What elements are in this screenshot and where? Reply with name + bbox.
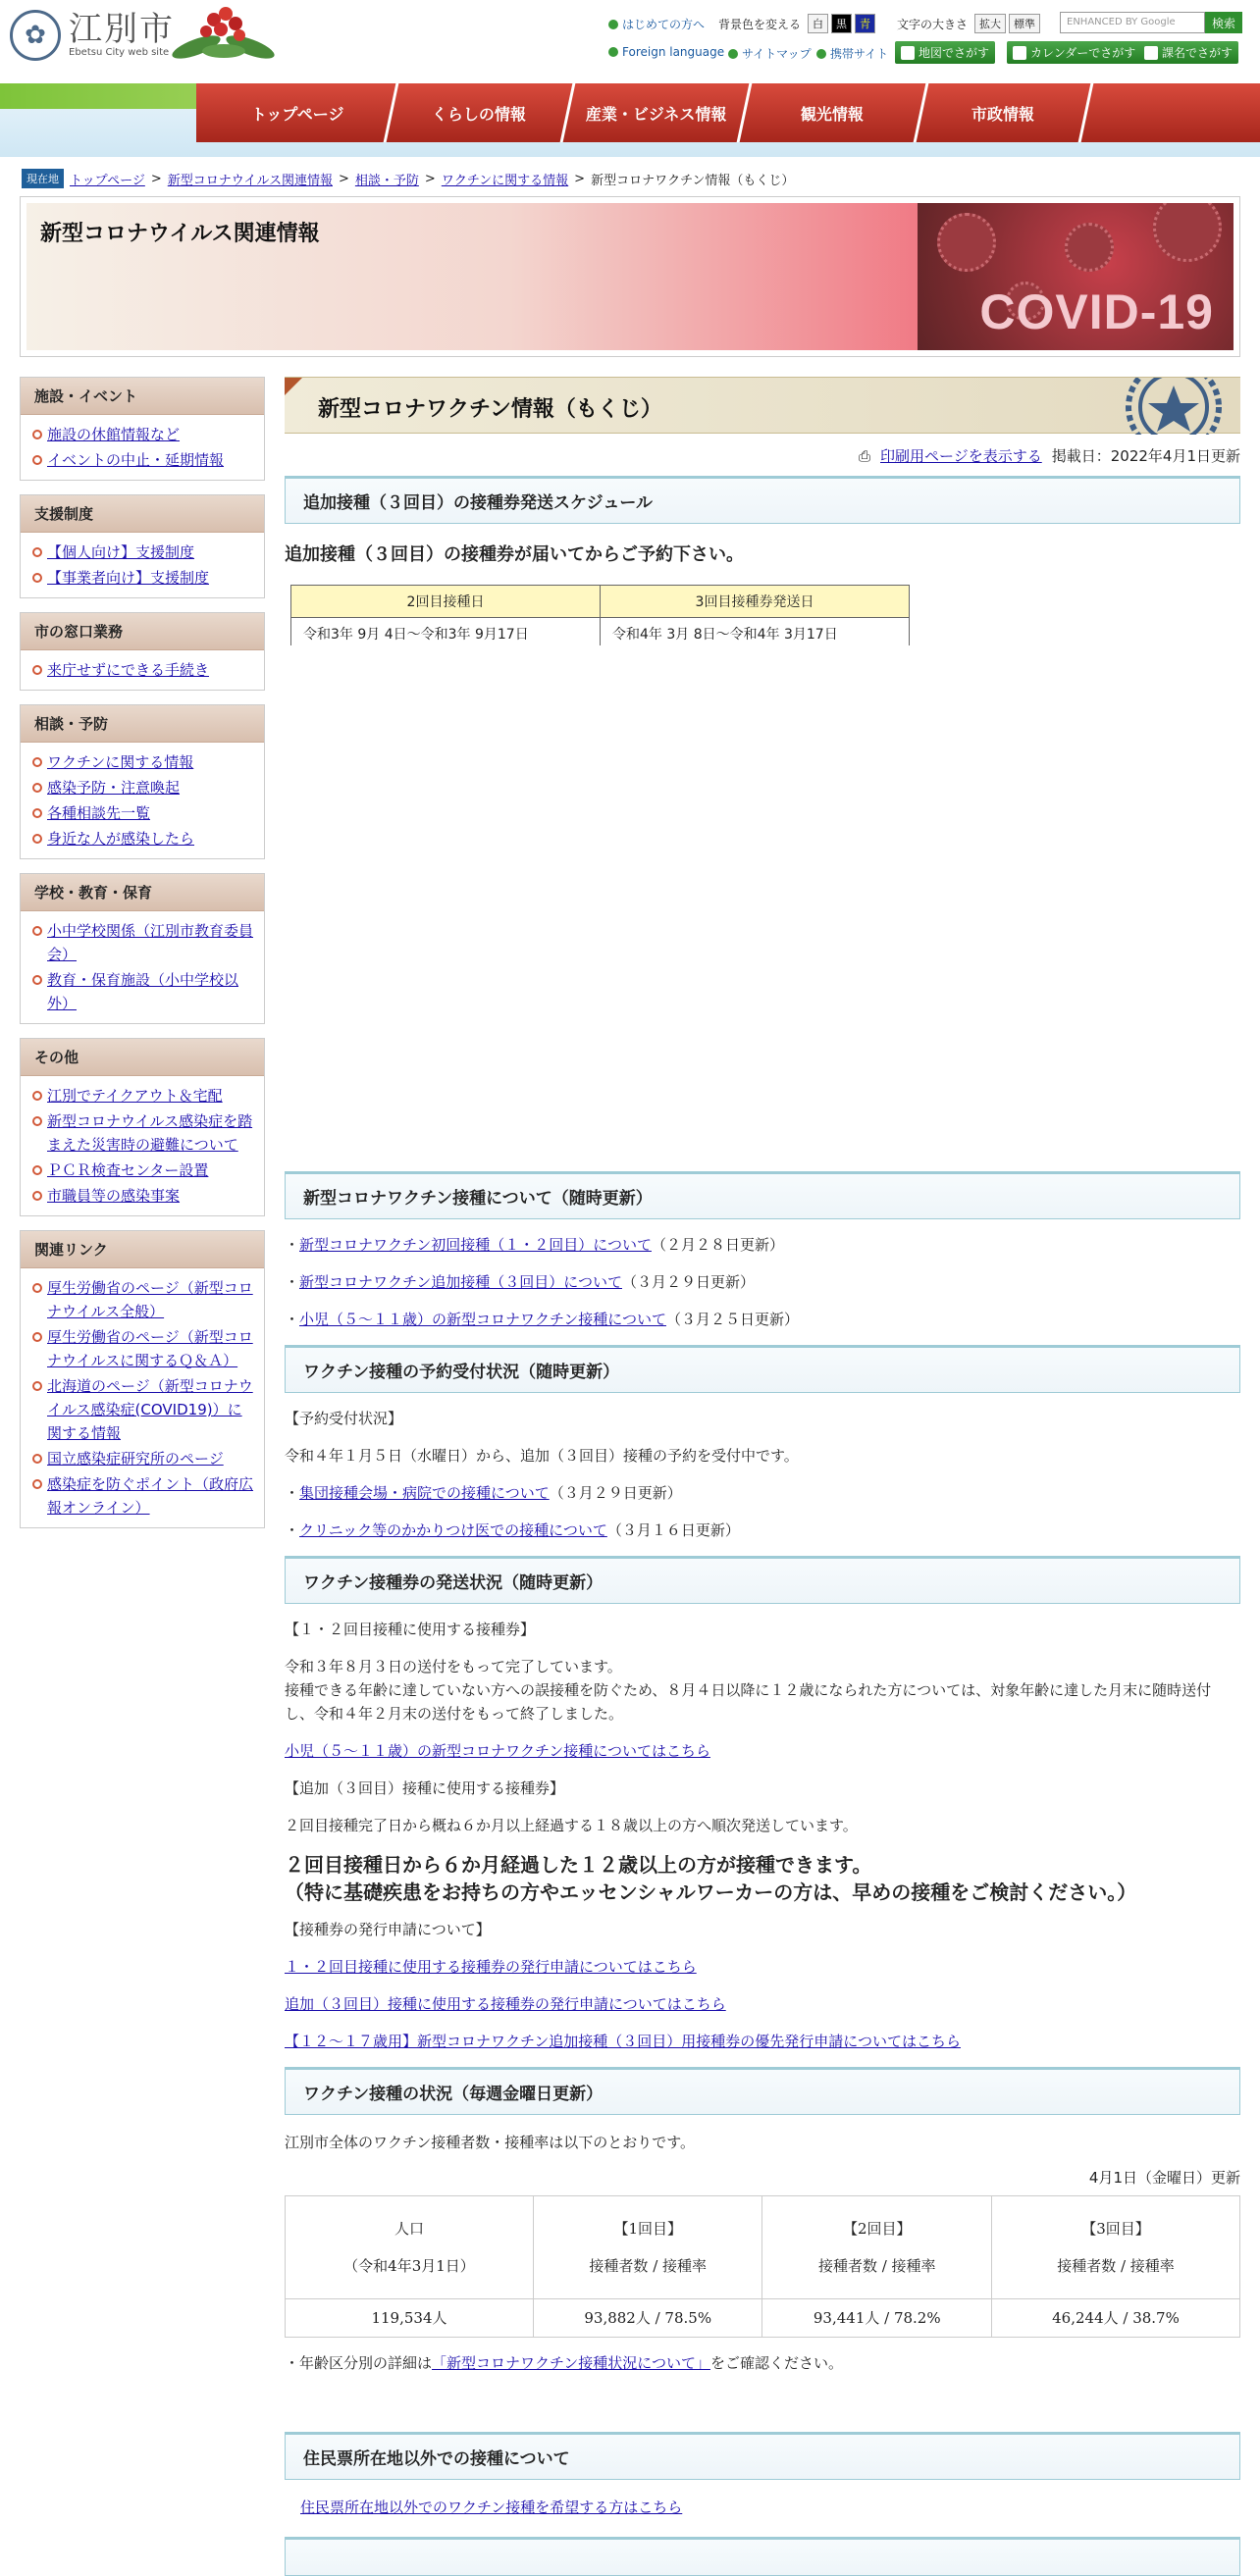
bullet-icon	[32, 665, 42, 675]
table-header: 2回目接種日	[291, 586, 601, 618]
map-search-button[interactable]: 地図でさがす	[895, 41, 995, 64]
table-cell: 119,534人	[286, 2299, 534, 2338]
update-note: （３月２９日更新）	[549, 1484, 682, 1502]
sidebar-link[interactable]: 各種相談先一覧	[47, 804, 151, 822]
bullet-icon	[32, 1479, 42, 1489]
section-lead: 追加接種（３回目）の接種券が届いてからご予約下さい。	[285, 544, 744, 565]
sidebar-link[interactable]: 市職員等の感染事案	[47, 1187, 181, 1205]
list-item: ・クリニック等のかかりつけ医での接種について（３月１６日更新）	[285, 1521, 740, 1539]
sidebar-link[interactable]: ＰＣＲ検査センター設置	[47, 1161, 209, 1179]
sidebar-heading: 支援制度	[21, 495, 264, 533]
print-icon: ⎙	[859, 446, 871, 465]
sidebar-block	[20, 873, 265, 1024]
calendar-search-button[interactable]: カレンダーでさがす	[1007, 41, 1141, 64]
sidebar-block	[20, 1230, 265, 1528]
bg-black-button[interactable]: 黒	[831, 14, 852, 33]
child-vaccine-link[interactable]: 小児（５～１１歳）の新型コロナワクチン接種についてはこちら	[285, 1742, 710, 1760]
sidebar-heading: 施設・イベント	[21, 378, 264, 415]
department-search-button[interactable]: 課名でさがす	[1138, 41, 1238, 64]
ticket-label: 【追加（３回目）接種に使用する接種券】	[285, 1779, 565, 1797]
sidebar-block	[20, 612, 265, 691]
sidebar-link[interactable]: 小中学校関係（江別市教育委員会）	[47, 922, 254, 963]
person-icon	[1144, 46, 1158, 60]
logo-subtitle: Ebetsu City web site	[69, 47, 170, 58]
sidebar-heading: 相談・予防	[21, 705, 264, 743]
sidebar-item[interactable]	[32, 1447, 254, 1470]
list-link[interactable]: クリニック等のかかりつけ医での接種について	[299, 1521, 607, 1539]
bg-white-button[interactable]: 白	[808, 14, 828, 33]
update-note: （３月１６日更新）	[606, 1521, 740, 1539]
sidebar-item[interactable]	[32, 566, 254, 590]
sidebar-link[interactable]: 感染予防・注意喚起	[47, 779, 181, 797]
sidebar-link[interactable]: イベントの中止・延期情報	[47, 451, 225, 469]
list-link[interactable]: 小児（５～１１歳）の新型コロナワクチン接種について	[299, 1311, 666, 1328]
sidebar-link[interactable]: 施設の休館情報など	[47, 426, 181, 443]
table-header: 3回目接種券発送日	[601, 586, 910, 618]
header-link-sitemap[interactable]: サイトマップ	[728, 45, 812, 62]
list-item: ・小児（５～１１歳）の新型コロナワクチン接種について（３月２５日更新）	[285, 1311, 799, 1328]
ticket-request-link[interactable]: 追加（３回目）接種に使用する接種券の発行申請についてはこちら	[285, 1995, 726, 2013]
sidebar-link[interactable]: 江別でテイクアウト＆宅配	[47, 1087, 223, 1105]
sidebar-link[interactable]: 教育・保育施設（小中学校以外）	[47, 971, 239, 1012]
bullet-icon	[32, 1381, 42, 1391]
sidebar-item[interactable]	[32, 1325, 254, 1372]
bullet-icon	[32, 1165, 42, 1175]
table-header: 【2回目】 接種者数 / 接種率	[762, 2196, 992, 2299]
sidebar-item[interactable]	[32, 827, 254, 850]
global-nav	[0, 83, 1260, 157]
ticket-label: 【１・２回目接種に使用する接種券】	[285, 1621, 536, 1638]
list-item: ・集団接種会場・病院での接種について（３月２９日更新）	[285, 1484, 682, 1502]
city-emblem-icon: ✿	[10, 10, 61, 61]
covid-virus-image	[918, 203, 1234, 350]
sidebar-item[interactable]	[32, 1276, 254, 1323]
emphasis-text: （特に基礎疾患をお持ちの方やエッセンシャルワーカーの方は、早めの接種をご検討ください。）	[285, 1880, 1137, 1904]
sidebar-link[interactable]: 来庁せずにできる手続き	[47, 661, 210, 679]
section-heading: ワクチン接種の予約受付状況（随時更新）	[285, 1345, 1240, 1393]
sidebar-heading: 学校・教育・保育	[21, 874, 264, 911]
paragraph: 接種できる年齢に達していない方への誤接種を防ぐため、８月４日以降に１２歳になられた方については、対象年齢に達した月末に随時送付し、令和４年２月末の送付をもって終了しました。	[285, 1681, 1212, 1723]
breadcrumb-link[interactable]: トップページ	[70, 173, 145, 188]
city-emblem-icon	[1103, 378, 1240, 435]
sidebar-item[interactable]	[32, 750, 254, 774]
fontsize-label: 文字の大きさ	[897, 17, 969, 31]
sidebar-block	[20, 704, 265, 859]
sidebar-item[interactable]	[32, 423, 254, 446]
sidebar-link[interactable]: 新型コロナウイルス感染症を踏まえた災害時の避難について	[47, 1112, 253, 1154]
table-cell: 令和4年 3月 8日〜令和4年 3月17日	[601, 618, 910, 646]
section-heading	[285, 2537, 1240, 2576]
sidebar-item[interactable]	[32, 1472, 254, 1520]
breadcrumb-current: 新型コロナワクチン情報（もくじ）	[591, 173, 795, 188]
sidebar-item[interactable]	[32, 658, 254, 682]
sidebar-heading: 市の窓口業務	[21, 613, 264, 650]
nav-tab-tourism[interactable]: 観光情報	[740, 83, 929, 142]
covid-image-text: COVID-19	[979, 284, 1214, 339]
paragraph: 江別市全体のワクチン接種者数・接種率は以下のとおりです。	[285, 2134, 696, 2151]
bullet-icon	[32, 1283, 42, 1293]
list-link[interactable]: 新型コロナワクチン追加接種（３回目）について	[299, 1273, 622, 1291]
breadcrumb-link[interactable]: 新型コロナウイルス関連情報	[167, 173, 333, 188]
sidebar-link[interactable]: 【事業者向け】支援制度	[47, 569, 210, 587]
sidebar-block	[20, 1038, 265, 1216]
sidebar-item[interactable]	[32, 919, 254, 966]
map-icon	[901, 46, 915, 60]
bullet-icon	[32, 975, 42, 985]
section-heading: 住民票所在地以外での接種について	[285, 2432, 1240, 2480]
sidebar-link[interactable]: ワクチンに関する情報	[47, 753, 194, 771]
sidebar	[20, 377, 265, 1542]
table-cell: 93,441人 / 78.2%	[762, 2299, 992, 2338]
paragraph: 令和３年８月３日の送付をもって完了しています。	[285, 1658, 622, 1675]
breadcrumb-link[interactable]: 相談・予防	[354, 173, 419, 188]
sidebar-item[interactable]	[32, 1374, 254, 1445]
calendar-icon	[1013, 46, 1026, 60]
list-link[interactable]: 新型コロナワクチン初回接種（１・２回目）について	[299, 1236, 652, 1254]
nav-tab-business[interactable]: 産業・ビジネス情報	[563, 83, 753, 142]
update-note: （３月２９日更新）	[621, 1273, 755, 1291]
bullet-icon	[32, 430, 42, 439]
font-standard-button[interactable]: 標準	[1009, 14, 1040, 33]
bullet-icon	[32, 926, 42, 936]
vaccination-stats-table	[285, 2195, 1240, 2338]
bullet-icon	[32, 1191, 42, 1201]
age-detail-note: ・年齢区分別の詳細は「新型コロナワクチン接種状況について」をご確認ください。	[285, 2354, 843, 2372]
section-heading: ワクチン接種券の発送状況（随時更新）	[285, 1556, 1240, 1604]
bullet-icon	[32, 1116, 42, 1126]
sidebar-heading: 関連リンク	[21, 1231, 264, 1268]
sidebar-item[interactable]	[32, 801, 254, 825]
header-link-foreign[interactable]: Foreign language	[608, 45, 724, 59]
reservation-text: 令和４年１月５日（水曜日）から、追加（３回目）接種の予約を受付中です。	[285, 1447, 799, 1465]
bullet-icon	[32, 455, 42, 465]
search-button[interactable]: 検索	[1205, 12, 1242, 33]
table-cell: 46,244人 / 38.7%	[992, 2299, 1240, 2338]
font-enlarge-button[interactable]: 拡大	[974, 14, 1006, 33]
rowan-berry-icon	[167, 0, 280, 65]
bgcolor-label: 背景色を変える	[718, 17, 802, 31]
main-content	[285, 377, 1240, 2576]
bullet-icon	[32, 1332, 42, 1342]
table-header: 人口 （令和4年3月1日）	[286, 2196, 534, 2299]
sidebar-item[interactable]	[32, 1084, 254, 1108]
schedule-table	[290, 585, 910, 645]
banner-title: 新型コロナウイルス関連情報	[40, 222, 320, 246]
ticket-label: 【接種券の発行申請について】	[285, 1921, 491, 1938]
update-note: （２月２８日更新）	[651, 1236, 784, 1254]
posted-date: 掲載日：2022年4月1日更新	[1051, 447, 1240, 465]
list-item: ・新型コロナワクチン初回接種（１・２回目）について（２月２８日更新）	[285, 1236, 784, 1254]
ticket-request-link[interactable]: 【１２～１７歳用】新型コロナワクチン追加接種（３回目）用接種券の優先発行申請についてはこちら	[285, 2033, 961, 2050]
sidebar-item[interactable]	[32, 1159, 254, 1182]
table-cell: 93,882人 / 78.5%	[533, 2299, 762, 2338]
section-heading: 追加接種（３回目）の接種券発送スケジュール	[285, 476, 1240, 524]
breadcrumb-link[interactable]: ワクチンに関する情報	[441, 173, 569, 188]
page-title: 新型コロナワクチン情報（もくじ）	[318, 397, 662, 422]
bullet-icon	[32, 1091, 42, 1101]
paragraph: ２回目接種完了日から概ね６か月以上経過する１８歳以上の方へ順次発送しています。	[285, 1817, 858, 1834]
schedule-table-container[interactable]	[290, 585, 1240, 645]
sidebar-link[interactable]: 北海道のページ（新型コロナウイルス感染症(COVID19)）に関する情報	[47, 1377, 253, 1442]
sidebar-item[interactable]	[32, 448, 254, 472]
reservation-label: 【予約受付状況】	[285, 1410, 403, 1427]
page-title-bar	[285, 377, 1240, 434]
bullet-icon	[816, 49, 826, 59]
section-heading: 新型コロナワクチン接種について（随時更新）	[285, 1171, 1240, 1219]
nav-tab-top[interactable]: トップページ	[200, 83, 399, 142]
print-page-link[interactable]: 印刷用ページを表示する	[880, 447, 1042, 465]
sidebar-item[interactable]	[32, 1109, 254, 1157]
bullet-icon	[32, 808, 42, 818]
section-heading: ワクチン接種の状況（毎週金曜日更新）	[285, 2067, 1240, 2115]
bg-blue-button[interactable]: 青	[855, 14, 875, 33]
header-link-beginners[interactable]: はじめての方へ	[608, 16, 705, 32]
table-cell: 令和3年 9月 4日〜令和3年 9月17日	[291, 618, 601, 646]
sidebar-item[interactable]	[32, 776, 254, 799]
sidebar-link[interactable]: 【個人向け】支援制度	[47, 543, 195, 561]
stats-updated: 4月1日（金曜日）更新	[1088, 2169, 1240, 2187]
list-item: ・新型コロナワクチン追加接種（３回目）について（３月２９日更新）	[285, 1273, 755, 1291]
sidebar-item[interactable]	[32, 968, 254, 1015]
table-header: 【1回目】 接種者数 / 接種率	[533, 2196, 762, 2299]
sidebar-block	[20, 494, 265, 598]
update-note: （３月２５日更新）	[665, 1311, 799, 1328]
site-logo[interactable]	[10, 6, 175, 65]
bullet-icon	[32, 1454, 42, 1464]
bullet-icon	[608, 47, 618, 57]
bullet-icon	[32, 834, 42, 844]
sidebar-block	[20, 377, 265, 481]
header-link-mobile[interactable]: 携帯サイト	[816, 45, 888, 62]
sidebar-link[interactable]: 身近な人が感染したら	[47, 830, 195, 848]
search-input[interactable]: ENHANCED BY Google	[1060, 12, 1205, 33]
nav-tab-government[interactable]: 市政情報	[917, 83, 1094, 142]
table-header: 【3回目】 接種者数 / 接種率	[992, 2196, 1240, 2299]
logo-title: 江別市	[69, 10, 175, 49]
category-banner	[20, 196, 1240, 357]
sidebar-link[interactable]: 感染症を防ぐポイント（政府広報オンライン）	[47, 1475, 254, 1517]
sidebar-link[interactable]: 国立感染症研究所のページ	[47, 1450, 224, 1468]
list-link[interactable]: 集団接種会場・病院での接種について	[299, 1484, 550, 1502]
sidebar-item[interactable]	[32, 541, 254, 564]
outside-residence-link[interactable]: 住民票所在地以外でのワクチン接種を希望する方はこちら	[300, 2499, 683, 2516]
bullet-icon	[32, 573, 42, 583]
bullet-icon	[728, 49, 738, 59]
sidebar-link[interactable]: 厚生労働省のページ（新型コロナウイルス全般）	[47, 1279, 253, 1320]
sidebar-heading: その他	[21, 1039, 264, 1076]
bullet-icon	[32, 783, 42, 793]
ticket-request-link[interactable]: １・２回目接種に使用する接種券の発行申請についてはこちら	[285, 1958, 697, 1976]
bullet-icon	[608, 20, 618, 29]
bullet-icon	[32, 757, 42, 767]
site-header	[0, 0, 1260, 83]
emphasis-text: ２回目接種日から６か月経過した１２歳以上の方が接種できます。	[285, 1853, 872, 1877]
sidebar-link[interactable]: 厚生労働省のページ（新型コロナウイルスに関するＱ＆Ａ）	[47, 1328, 253, 1369]
breadcrumb: 現在地 トップページ > 新型コロナウイルス関連情報 > 相談・予防 > ワクチンに関する情報 > 新型コロナワクチン情報（もくじ）	[22, 169, 794, 188]
nav-tab-living[interactable]: くらしの情報	[387, 83, 576, 142]
vaccination-status-link[interactable]: 「新型コロナワクチン接種状況について」	[432, 2354, 710, 2372]
sidebar-item[interactable]	[32, 1184, 254, 1208]
breadcrumb-label: 現在地	[22, 169, 64, 188]
bullet-icon	[32, 547, 42, 557]
